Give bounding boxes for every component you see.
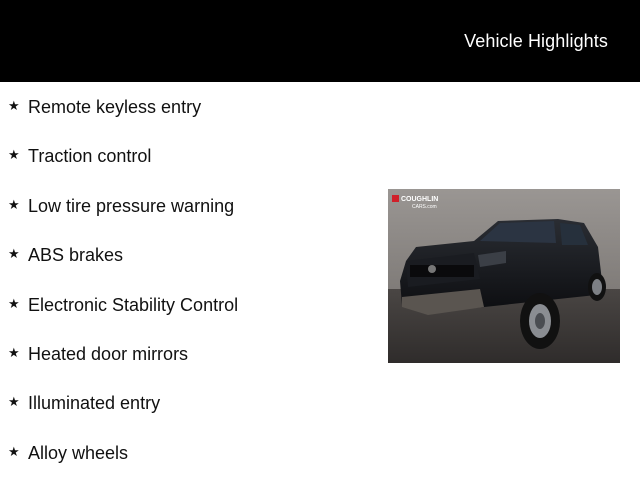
star-icon: ★ (8, 246, 20, 262)
feature-item-heated-door-mirrors (8, 343, 238, 392)
feature-list (8, 96, 238, 491)
feature-item-low-tire-pressure-warning (8, 195, 238, 244)
feature-label: ABS brakes (28, 245, 124, 266)
star-icon: ★ (8, 295, 20, 311)
feature-item-alloy-wheels (8, 442, 238, 491)
star-icon: ★ (8, 344, 20, 360)
header-bar (0, 0, 640, 82)
feature-item-remote-keyless-entry (8, 96, 238, 145)
feature-item-traction-control (8, 145, 238, 194)
feature-label: Remote keyless entry (28, 97, 202, 117)
feature-label: Heated door mirrors (28, 343, 189, 364)
feature-label: Low tire pressure warning (28, 195, 235, 216)
feature-label: Electronic Stability Control (28, 294, 239, 315)
star-icon: ★ (8, 443, 20, 459)
feature-item-illuminated-entry (8, 392, 238, 441)
star-icon: ★ (8, 98, 20, 113)
feature-item-abs-brakes (8, 244, 238, 293)
vehicle-image (388, 189, 620, 363)
feature-label: Traction control (28, 146, 152, 167)
dealer-logo-line1: COUGHLIN (401, 196, 439, 203)
page-title: Vehicle Highlights (464, 31, 608, 51)
star-icon: ★ (8, 394, 20, 410)
dealer-logo-line2: CARS.com (412, 204, 437, 210)
star-icon: ★ (8, 147, 20, 163)
feature-label: Alloy wheels (28, 442, 129, 463)
feature-item-electronic-stability-control (8, 294, 238, 343)
star-icon: ★ (8, 196, 20, 212)
feature-label: Illuminated entry (28, 393, 161, 414)
vehicle-photo (388, 189, 620, 363)
